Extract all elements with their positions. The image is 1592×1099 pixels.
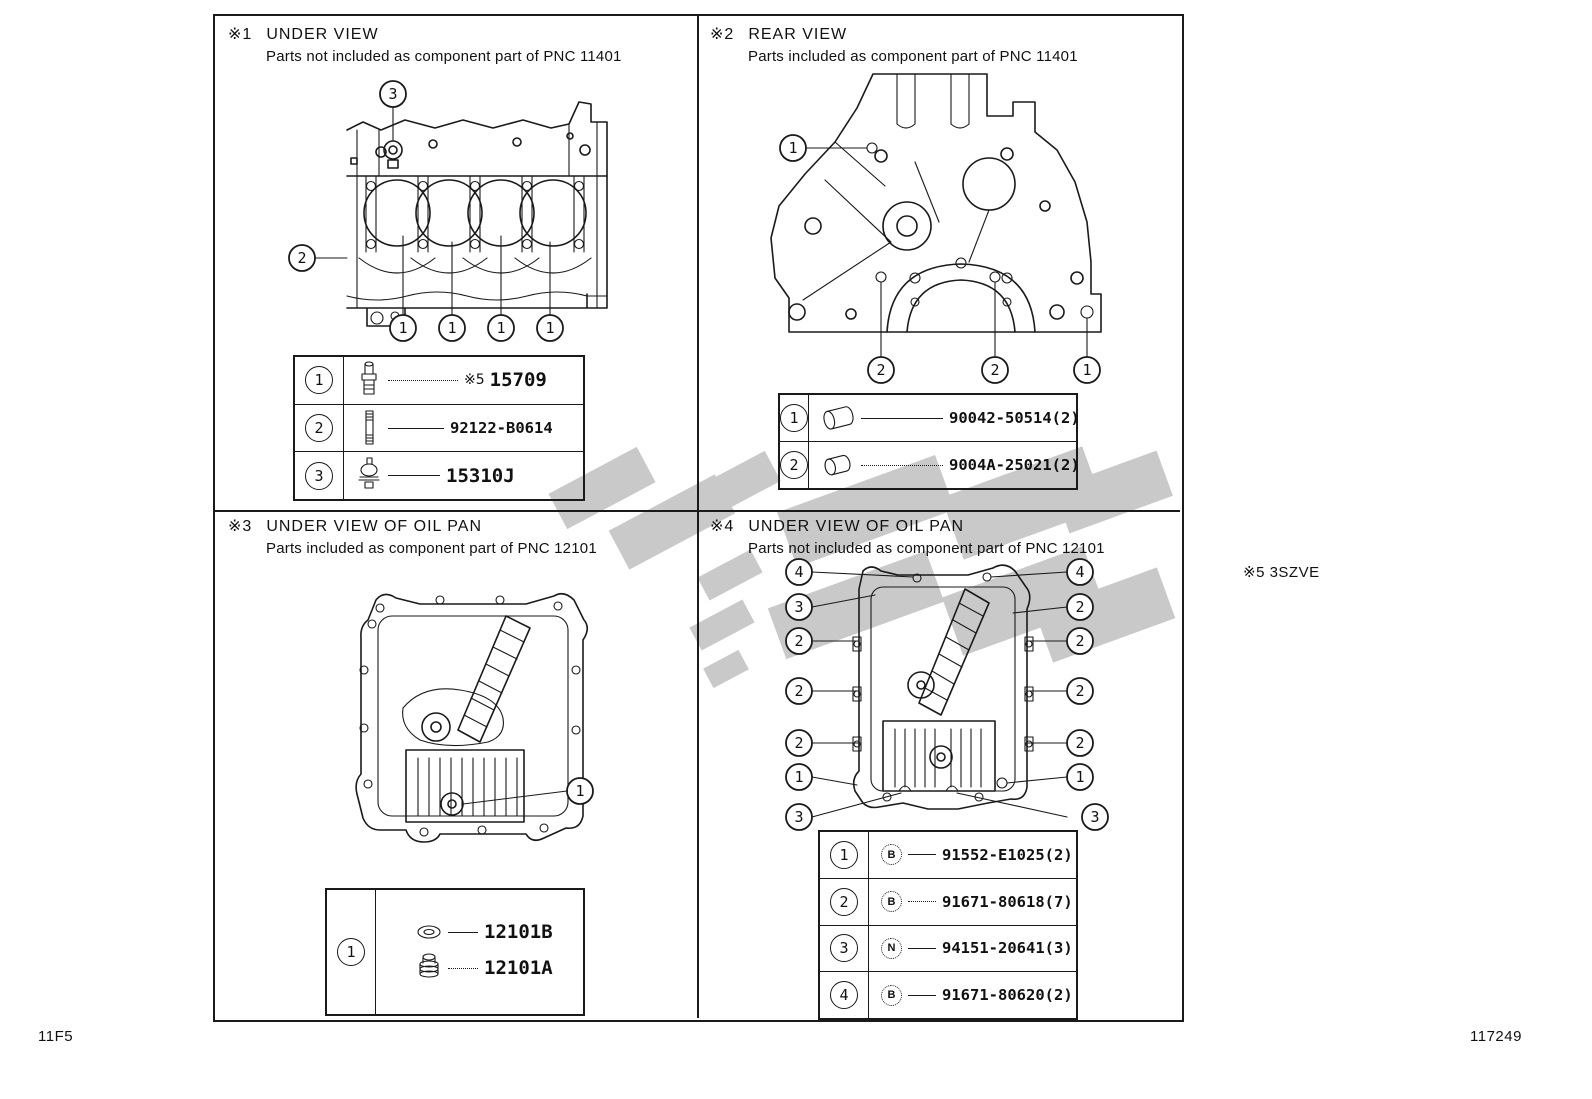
table-row <box>295 451 583 499</box>
leader-line <box>861 418 943 419</box>
panel1-title: UNDER VIEW <box>266 26 379 43</box>
panel1-header <box>228 24 622 65</box>
panel2-tag: ※2 <box>710 26 735 43</box>
skirt-arcs <box>359 258 591 273</box>
ref-badge: 3 <box>830 934 858 962</box>
panel4-title: UNDER VIEW OF OIL PAN <box>748 518 964 535</box>
ring-pin-icon <box>821 450 855 480</box>
part-number: 12101B <box>484 921 553 943</box>
panel3-parts-table <box>325 888 585 1016</box>
leader-line <box>908 854 936 855</box>
leader-line <box>448 932 478 933</box>
ref-badge: 3 <box>305 462 333 490</box>
pan-outline <box>854 565 1030 809</box>
leader-line <box>908 901 936 902</box>
table-row <box>780 395 1080 441</box>
oil-strainer-tube <box>458 616 530 742</box>
part-number: 12101A <box>484 957 553 979</box>
panel2-title: REAR VIEW <box>748 26 848 43</box>
part-number: 9004A-25021(2) <box>949 456 1080 474</box>
table-row <box>780 441 1080 488</box>
oil-strainer-tube <box>919 589 989 715</box>
svg-text:2: 2 <box>990 361 1000 379</box>
bell-arch <box>887 264 1035 332</box>
svg-text:2: 2 <box>876 361 886 379</box>
table-row <box>820 971 1076 1018</box>
ref-badge: 2 <box>780 451 808 479</box>
svg-text:1: 1 <box>1082 361 1092 379</box>
panel4-subtitle: Parts not included as component part of PNC 12101 <box>748 540 1105 557</box>
svg-text:2: 2 <box>794 734 804 752</box>
svg-text:1: 1 <box>545 319 555 337</box>
svg-text:1: 1 <box>788 139 798 157</box>
gasket-icon <box>416 923 442 941</box>
leader-line <box>388 380 458 381</box>
horizontal-divider <box>213 510 1180 512</box>
svg-text:2: 2 <box>297 249 307 267</box>
svg-text:2: 2 <box>1075 632 1085 650</box>
drain-plug-icon <box>416 953 442 983</box>
svg-text:3: 3 <box>1090 808 1100 826</box>
part-number: 91671-80618(7) <box>942 892 1073 911</box>
part-number: 94151-20641(3) <box>942 939 1073 958</box>
panel3-header <box>228 516 597 557</box>
part-prefix: ※5 <box>464 372 485 389</box>
side-note: ※5 3SZVE <box>1243 564 1320 581</box>
ref-badge: 2 <box>305 414 333 442</box>
oil-pan-fasteners-drawing <box>783 553 1113 831</box>
panel4-header <box>710 516 1105 557</box>
svg-text:2: 2 <box>794 682 804 700</box>
bolt-symbol-icon: B <box>881 844 902 865</box>
ref-badge: 2 <box>830 888 858 916</box>
svg-text:3: 3 <box>388 85 398 103</box>
baffle-plate <box>883 721 995 791</box>
panel4-tag: ※4 <box>710 518 735 535</box>
svg-text:2: 2 <box>1075 598 1085 616</box>
svg-text:1: 1 <box>398 319 408 337</box>
leader-line <box>908 995 936 996</box>
ref-badge: 1 <box>830 841 858 869</box>
table-row <box>820 925 1076 972</box>
bolt-symbol-icon: B <box>881 891 902 912</box>
baffle-plate <box>406 750 524 822</box>
part-number: 15310J <box>446 464 515 487</box>
panel1-parts-table <box>293 355 585 501</box>
engine-block-under-view-drawing <box>285 80 615 352</box>
leader-lines <box>806 143 1093 357</box>
svg-text:3: 3 <box>794 598 804 616</box>
leader-line <box>463 791 567 804</box>
relief-valve-icon <box>356 456 382 496</box>
flange-bolt-holes <box>360 596 580 836</box>
svg-text:2: 2 <box>1075 682 1085 700</box>
ref-badge: 4 <box>830 981 858 1009</box>
footer-page-code: 11F5 <box>38 1028 74 1045</box>
ref-badge: 1 <box>337 938 365 966</box>
bearing-webs <box>366 176 584 252</box>
part-number: 15709 <box>489 369 547 392</box>
svg-text:4: 4 <box>794 563 804 581</box>
leader-line <box>908 948 936 949</box>
leader-lines <box>812 572 1067 817</box>
stud-bolt-icon <box>356 408 382 448</box>
callout <box>567 778 593 804</box>
drain-plug-hole <box>441 793 463 815</box>
panel3-subtitle: Parts included as component part of PNC 12101 <box>266 540 597 557</box>
ref-badge: 1 <box>780 404 808 432</box>
svg-text:1: 1 <box>575 782 585 800</box>
part-number: 92122-B0614 <box>450 419 553 437</box>
panel2-parts-table <box>778 393 1078 490</box>
nut-symbol-icon: N <box>881 938 902 959</box>
table-row <box>327 890 583 1014</box>
panel4-parts-table <box>818 830 1078 1020</box>
leader-line <box>448 968 478 969</box>
bolt-symbol-icon: B <box>881 985 902 1006</box>
part-number: 91552-E1025(2) <box>942 845 1073 864</box>
leader-line <box>388 428 444 429</box>
vertical-divider <box>697 14 699 1018</box>
side-bolt-tabs <box>853 637 1033 801</box>
ref-badge: 1 <box>305 366 333 394</box>
panel1-tag: ※1 <box>228 26 253 43</box>
drain-plug-hole <box>930 746 952 768</box>
ribs <box>803 142 989 300</box>
panel2-header <box>710 24 1078 65</box>
leader-line <box>861 465 943 466</box>
svg-text:3: 3 <box>794 808 804 826</box>
pan-outline <box>356 594 587 842</box>
leader-line <box>388 475 440 476</box>
part-number: 90042-50514(2) <box>949 409 1080 427</box>
oil-nozzle-icon <box>356 360 382 400</box>
table-row <box>295 357 583 404</box>
svg-text:1: 1 <box>496 319 506 337</box>
svg-text:1: 1 <box>794 768 804 786</box>
table-row <box>295 404 583 452</box>
panel3-tag: ※3 <box>228 518 253 535</box>
oil-jet-hole <box>384 141 402 159</box>
svg-text:1: 1 <box>1075 768 1085 786</box>
engine-block-rear-view-drawing <box>755 66 1105 390</box>
table-row <box>820 832 1076 878</box>
svg-text:2: 2 <box>794 632 804 650</box>
panel2-subtitle: Parts included as component part of PNC 11401 <box>748 48 1078 65</box>
svg-text:2: 2 <box>1075 734 1085 752</box>
table-row <box>820 878 1076 925</box>
oil-pan-under-view-drawing <box>348 578 638 853</box>
panel3-title: UNDER VIEW OF OIL PAN <box>266 518 482 535</box>
pan-rib <box>403 689 504 746</box>
svg-text:1: 1 <box>447 319 457 337</box>
svg-text:4: 4 <box>1075 563 1085 581</box>
straight-pin-icon <box>821 403 855 433</box>
panel1-subtitle: Parts not included as component part of PNC 11401 <box>266 48 622 65</box>
part-number: 91671-80620(2) <box>942 986 1073 1005</box>
rear-outline <box>771 74 1101 332</box>
callout <box>780 135 1100 383</box>
footer-figure-number: 117249 <box>1470 1028 1522 1045</box>
